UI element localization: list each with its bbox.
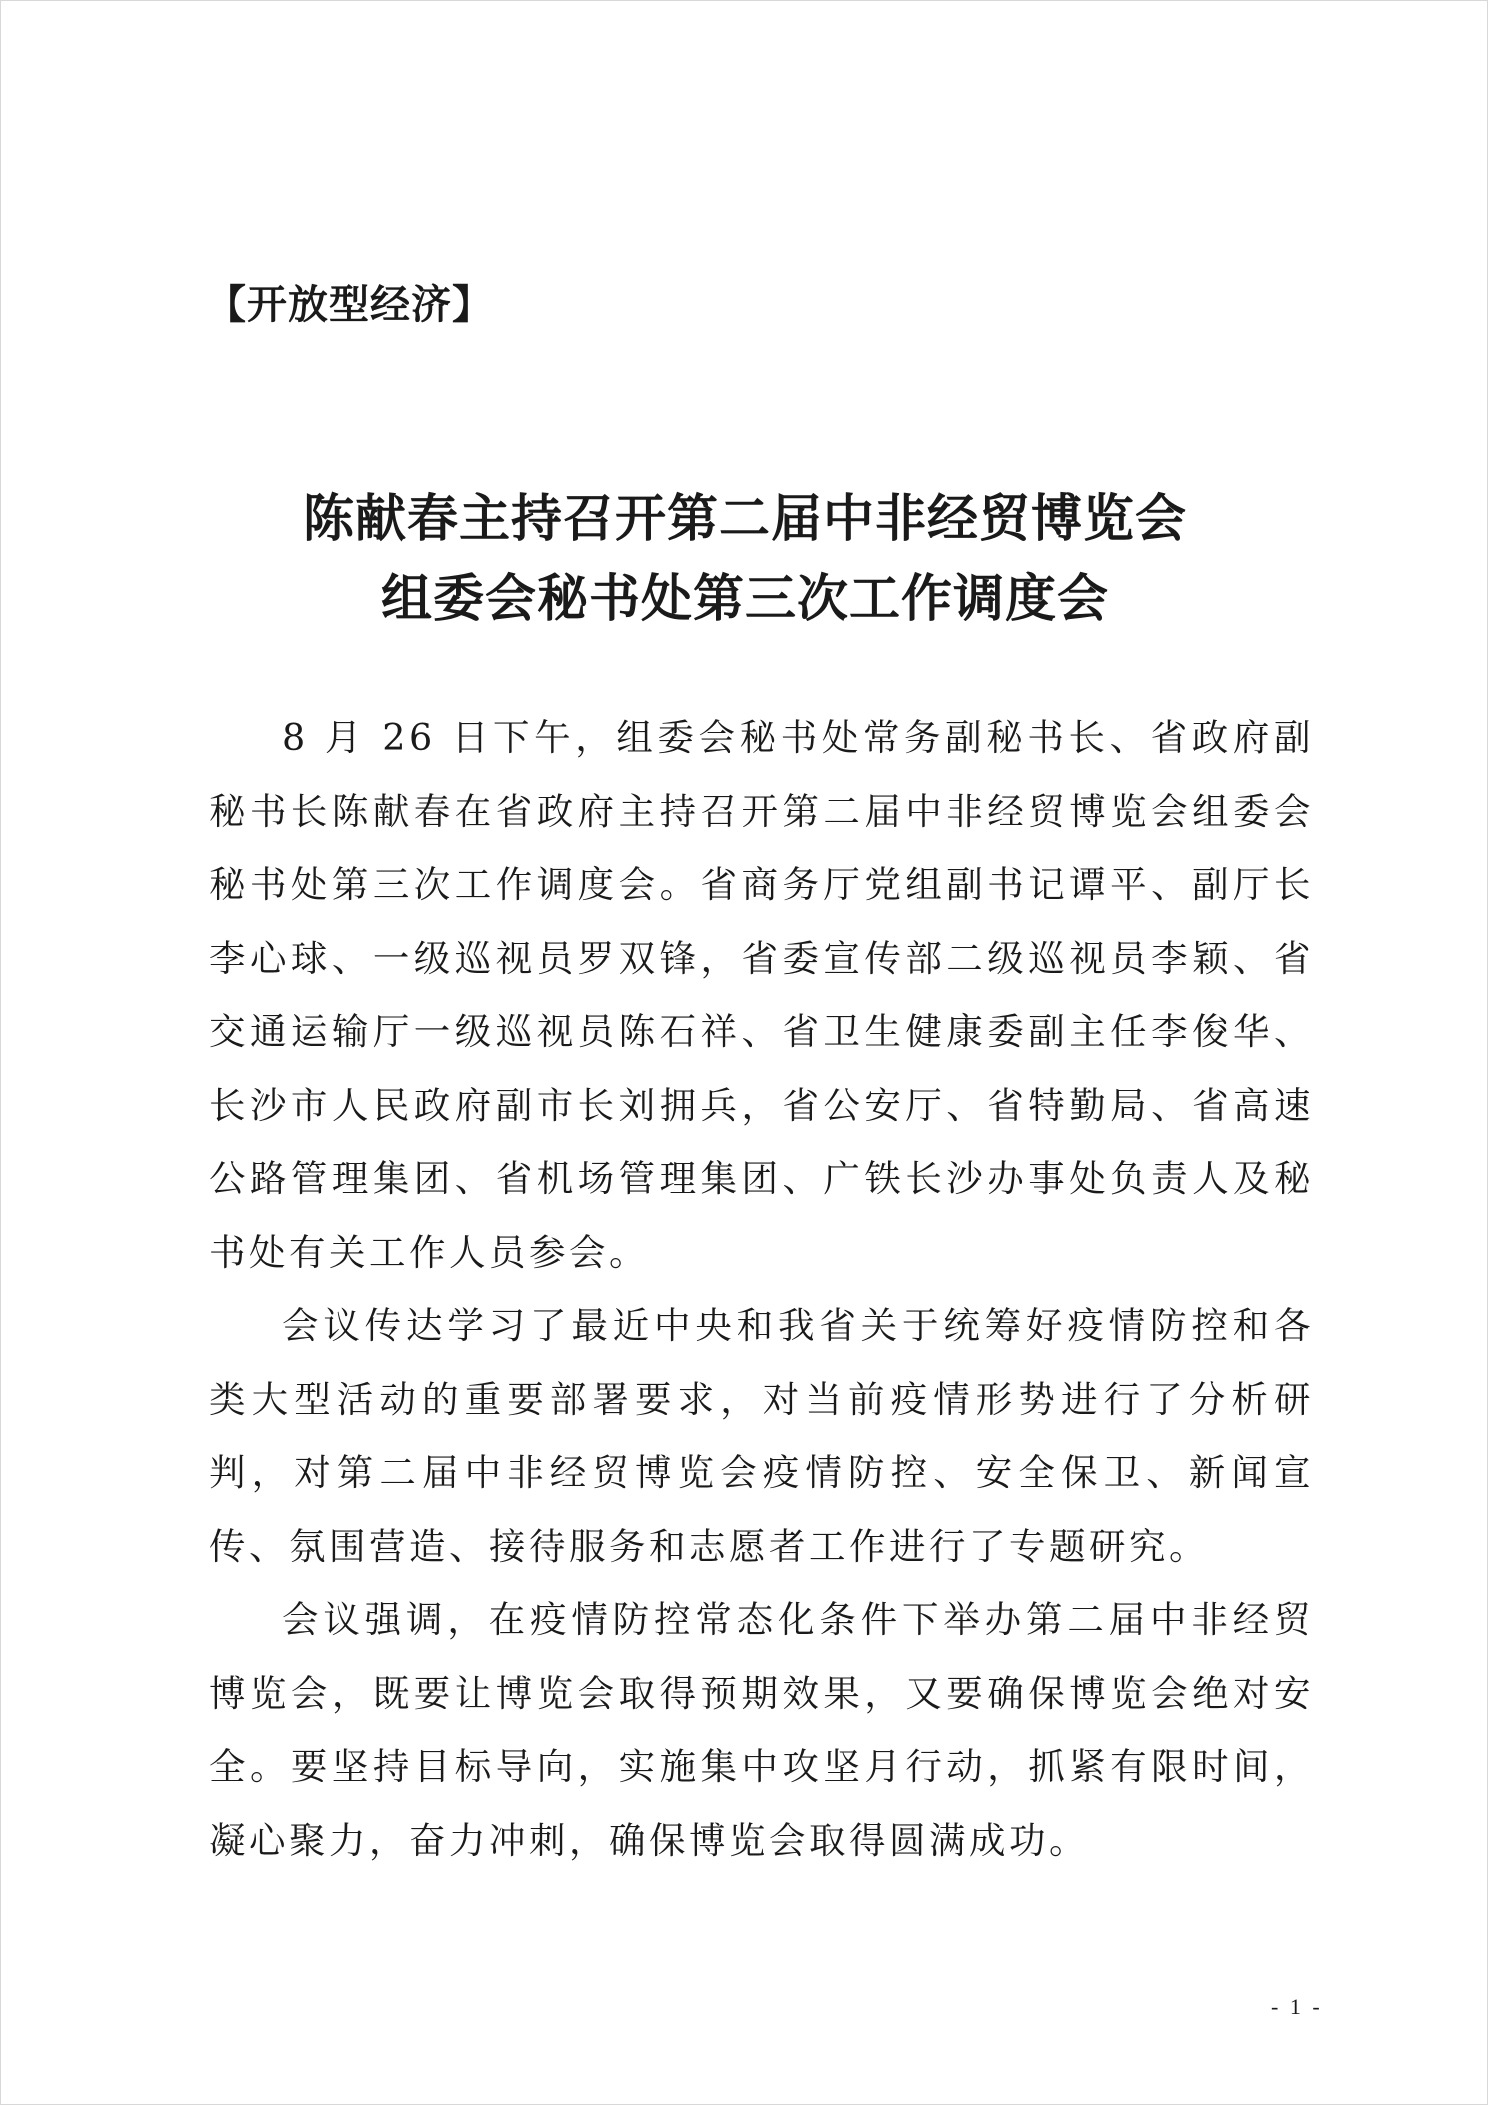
article-body [209,701,1314,1877]
paragraph-1: 8 月 26 日下午，组委会秘书处常务副秘书长、省政府副秘书长陈献春在省政府主持召开第二届中非经贸博览会组委会秘书处第三次工作调度会。省商务厅党组副书记谭平、副厅长李心球、一级巡视员罗双锋，省委宣传部二级巡视员李颖、省交通运输厅一级巡视员陈石祥、省卫生健康委副主任李俊华、长沙市人民政府副市长刘拥兵，省公安厅、省特勤局、省高速公路管理集团、省机场管理集团、广铁长沙办事处负责人及秘书处有关工作人员参会。 [209,716,1314,1274]
page-number: - 1 - [1271,1994,1323,2019]
title-line-2: 组委会秘书处第三次工作调度会 [380,569,1109,629]
title-line-1: 陈献春主持召开第二届中非经贸博览会 [302,489,1187,549]
document-title [1,479,1488,639]
section-tag: 【开放型经济】 [206,282,493,328]
paragraph-2: 会议传达学习了最近中央和我省关于统筹好疫情防控和各类大型活动的重要部署要求，对当前疫情形势进行了分析研判，对第二届中非经贸博览会疫情防控、安全保卫、新闻宣传、氛围营造、接待服务和志愿者工作进行了专题研究。 [209,1304,1314,1568]
paragraph-3: 会议强调，在疫情防控常态化条件下举办第二届中非经贸博览会，既要让博览会取得预期效果，又要确保博览会绝对安全。要坚持目标导向，实施集中攻坚月行动，抓紧有限时间，凝心聚力，奋力冲刺，确保博览会取得圆满成功。 [209,1598,1314,1862]
